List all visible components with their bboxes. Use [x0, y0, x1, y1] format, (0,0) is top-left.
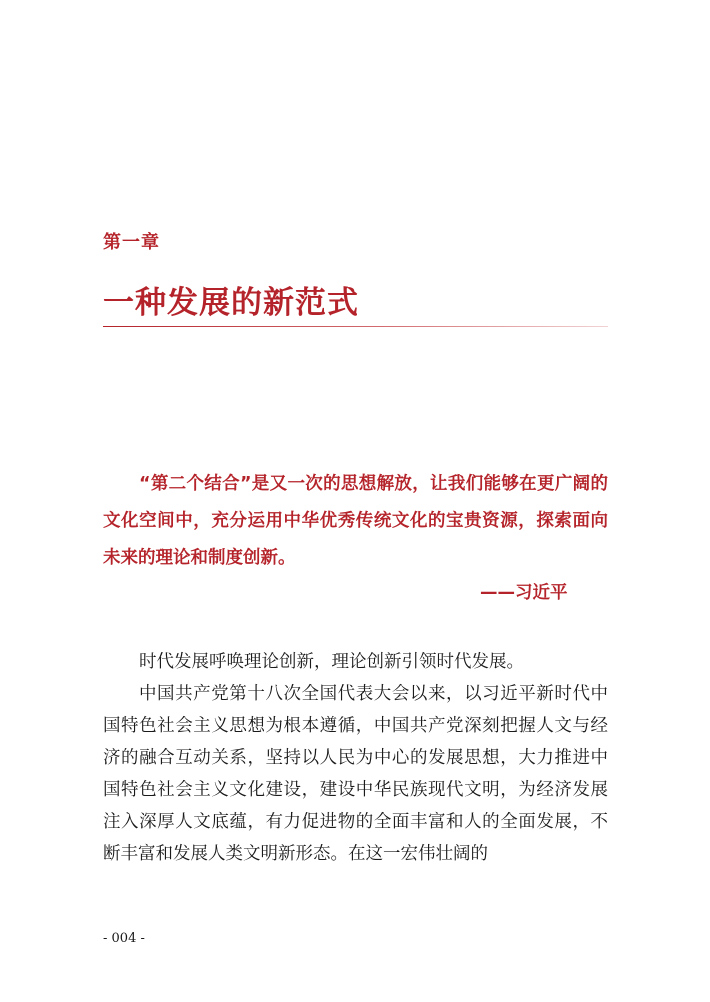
- page-number: - 004 -: [103, 931, 145, 946]
- epigraph-attribution: ——习近平: [480, 583, 568, 603]
- title-divider: [103, 326, 608, 327]
- body-paragraph: 时代发展呼唤理论创新，理论创新引领时代发展。: [139, 652, 524, 672]
- body-paragraph: 中国共产党第十八次全国代表大会以来，以习近平新时代中国特色社会主义思想为根本遵循，中国共产党深刻把握人文与经济的融合互动关系，坚持以人民为中心的发展思想，大力推进中国特色社会主义文化建设，建设中华民族现代文明，为经济发展注入深厚人文底蕴，有力促进物的全面丰富和人的全面发展，不断丰富和发展人类文明新形态。在这一宏伟壮阔的: [103, 684, 608, 864]
- chapter-label: 第一章: [103, 232, 160, 253]
- chapter-title: 一种发展的新范式: [103, 285, 359, 321]
- body-text: [103, 646, 608, 870]
- epigraph-quote: “第二个结合”是又一次的思想解放，让我们能够在更广阔的文化空间中，充分运用中华优秀传统文化的宝贵资源，探索面向未来的理论和制度创新。: [103, 474, 608, 568]
